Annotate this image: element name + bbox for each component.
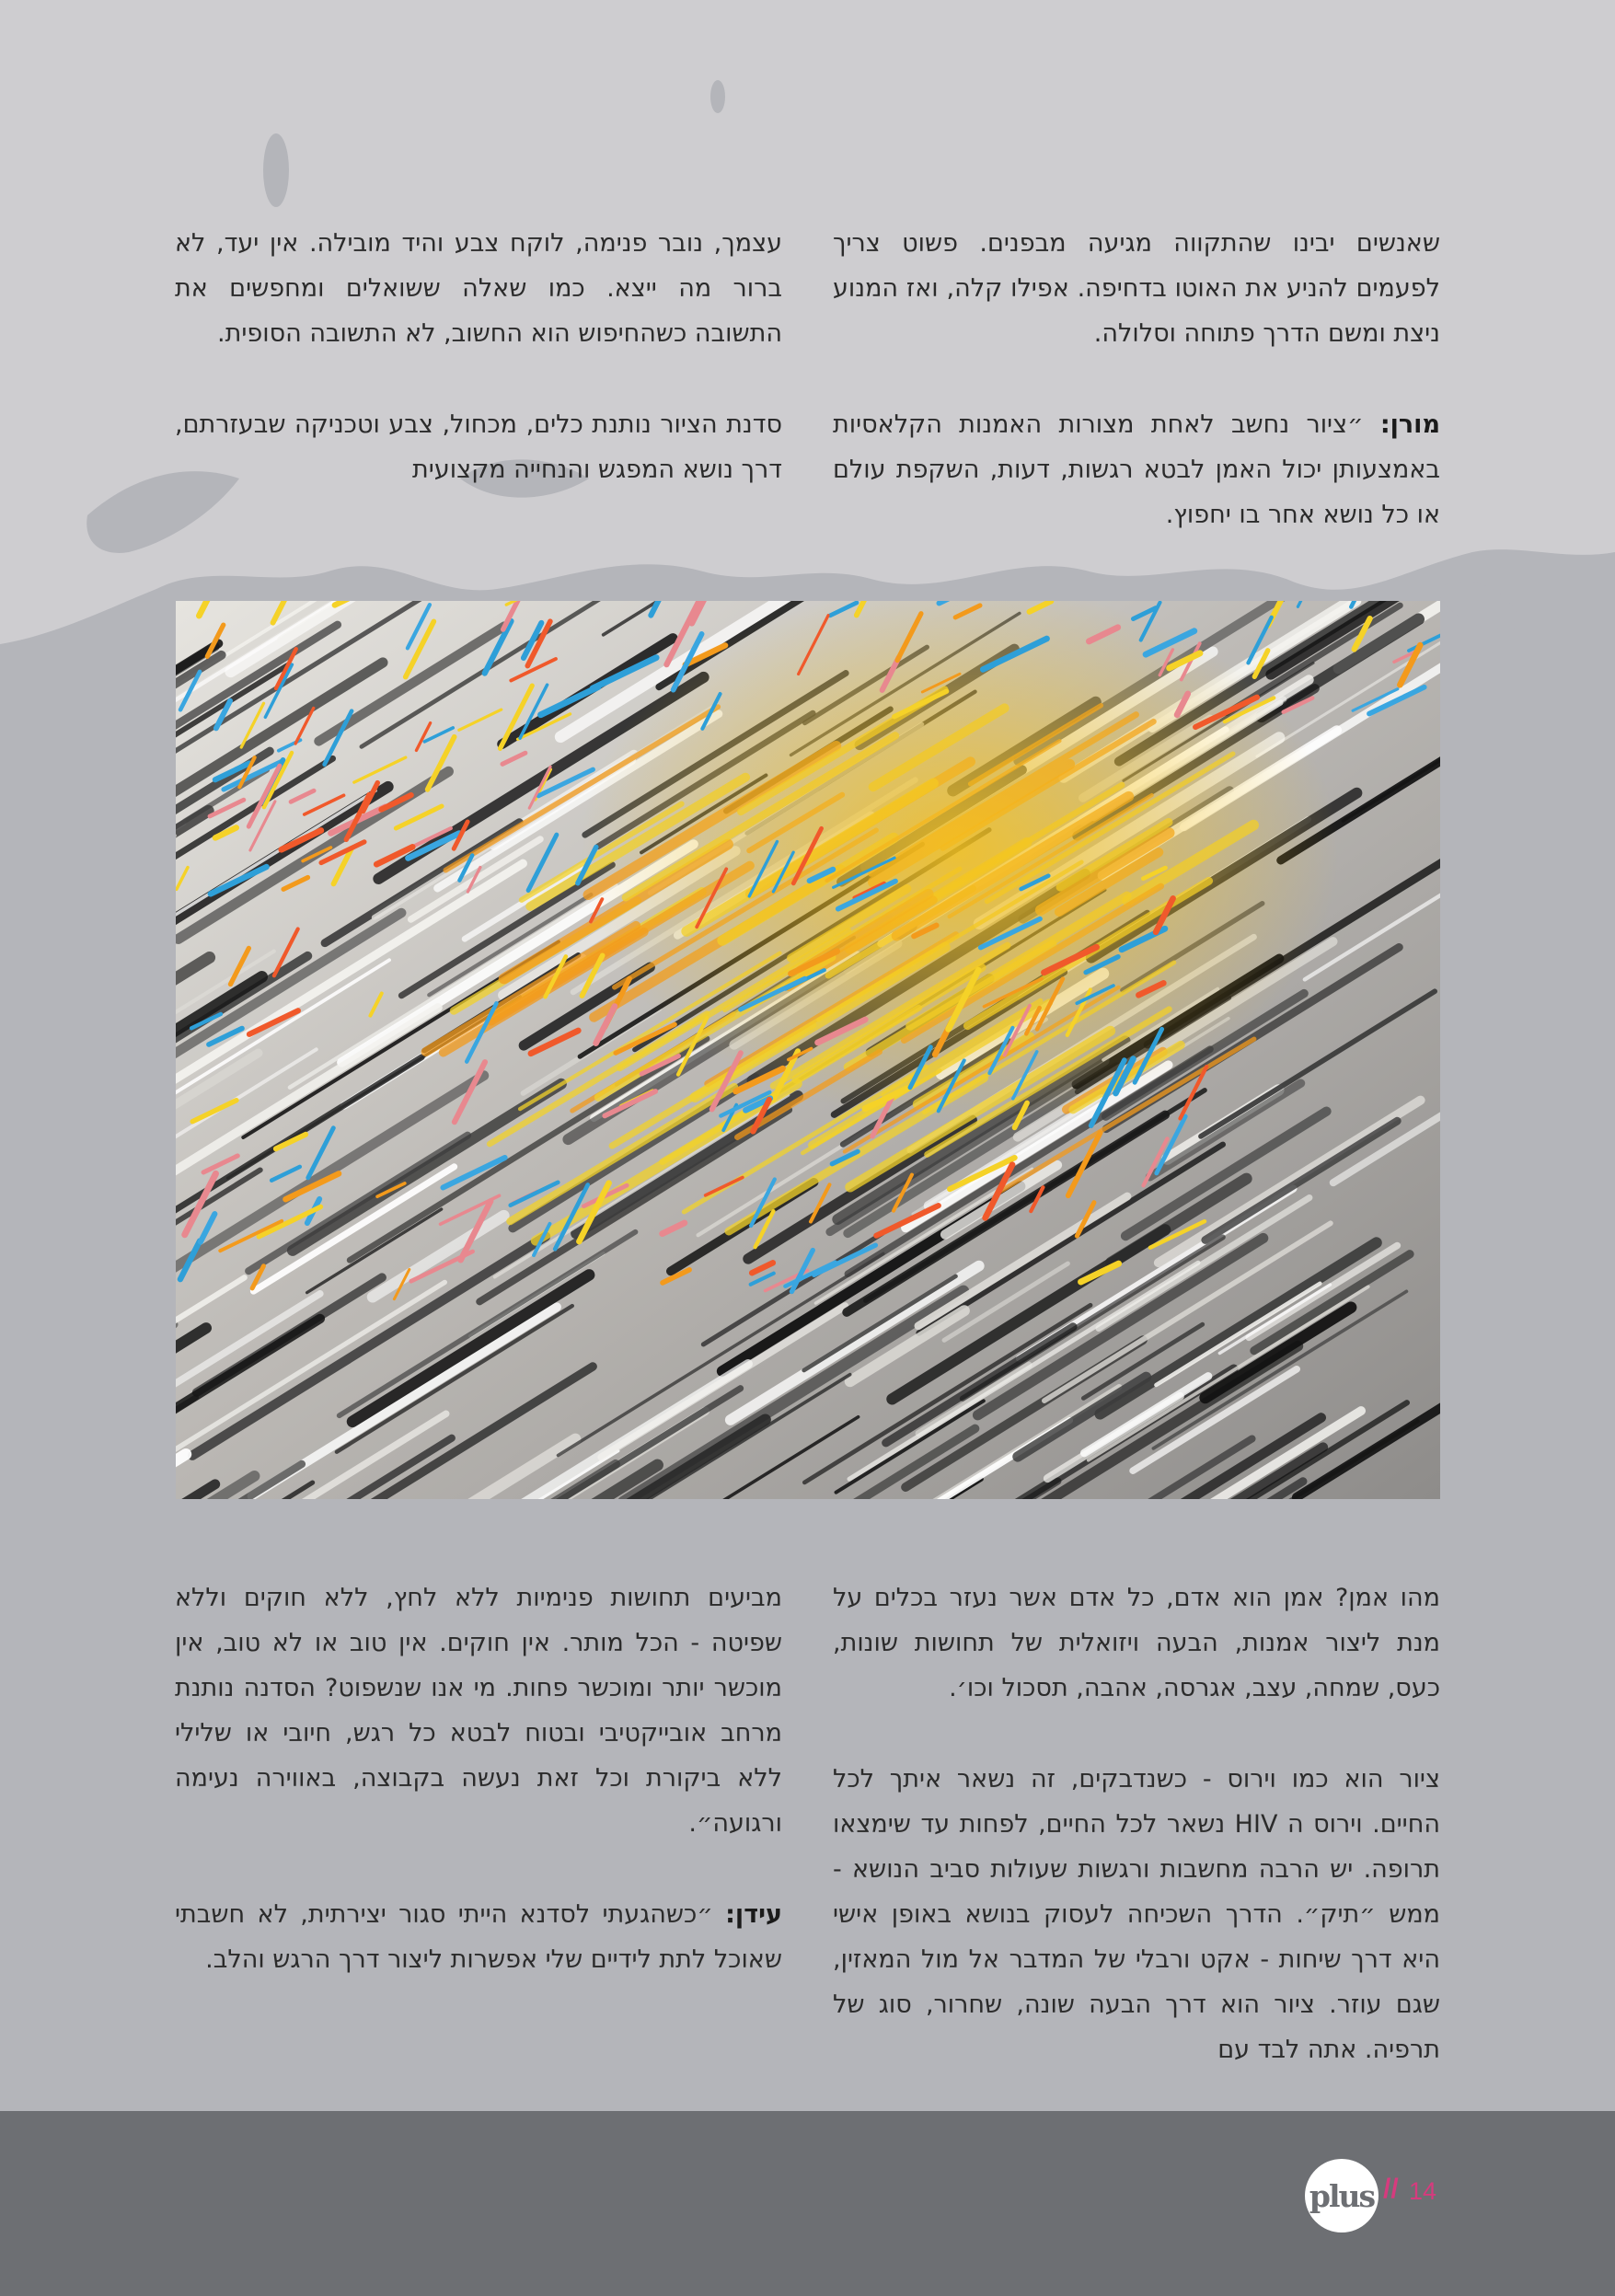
separator-mark: // xyxy=(1383,2174,1399,2204)
speaker-name: מורן: xyxy=(1379,410,1440,439)
paragraph: סדנת הציור נותנת כלים, מכחול, צבע וטכניקה שבעזרתם, דרך נושא המפגש והנחייה מקצועית xyxy=(175,410,782,484)
quote-text: ״כשהגעתי לסדנא הייתי סגור יצירתית, לא חשבתי שאוכל לתת לידיים שלי אפשרות ליצור דרך הרגש והלב. xyxy=(175,1900,782,1974)
paragraph: מהו אמן? אמן הוא אדם, כל אדם אשר נעזר בכלים על מנת ליצור אמנות, הבעה ויזואלית של תחושות שונות, כעס, שמחה, עצב, אגרסה, אהבה, תסכול וכו׳. xyxy=(833,1584,1440,1702)
speaker-name: עידן: xyxy=(725,1900,782,1929)
paragraph xyxy=(175,1892,782,1982)
column-bottom-right xyxy=(833,1575,1440,2072)
magazine-logo: plus xyxy=(1305,2159,1379,2233)
column-top-left xyxy=(175,221,782,492)
quote-text: ״ציור נחשב לאחת מצורות האמנות הקלאסיות באמצעותן יכול האמן לבטא רגשות, דעות, השקפת עולם או כל נושא אחר בו יחפוץ. xyxy=(833,410,1440,529)
page-number: 14 xyxy=(1409,2177,1437,2205)
abstract-painting xyxy=(176,601,1440,1499)
paragraph xyxy=(833,402,1440,537)
column-top-right xyxy=(833,221,1440,537)
column-bottom-left xyxy=(175,1575,782,1982)
paragraph: מביעים תחושות פנימיות ללא לחץ, ללא חוקים וללא שפיטה - הכל מותר. אין חוקים. אין טוב או לא טוב, אין מוכשר יותר ומוכשר פחות. מי אנו שנשפוט? הסדנה נותנת מרחב אובייקטיבי ובטוח לבטא כל רגש, חיובי או שלילי ללא ביקורת וכל זאת נעשה בקבוצה, באווירה נעימה ורגועה״. xyxy=(175,1584,782,1838)
paragraph: עצמך, נובר פנימה, לוקח צבע והיד מובילה. אין יעד, לא ברור מה ייצא. כמו שאלה ששואלים ומחפשים את התשובה כשהחיפוש הוא החשוב, לא התשובה הסופית. xyxy=(175,229,782,348)
paragraph: שאנשים יבינו שהתקווה מגיעה מבפנים. פשוט צריך לפעמים להניע את האוטו בדחיפה. אפילו קלה, ואז המנוע ניצת ומשם הדרך פתוחה וסלולה. xyxy=(833,229,1440,348)
paragraph: ציור הוא כמו וירוס - כשנדבקים, זה נשאר איתך לכל החיים. וירוס ה HIV נשאר לכל החיים, לפחות עד שימצאו תרופה. יש הרבה מחשבות ורגשות שעולות סביב הנושא - ממש ״תיק״. הדרך השכיחה לעסוק בנושא באופן אישי היא דרך שיחות - אקט ורבלי של המדבר אל מול המאזין, שגם עוזר. ציור הוא דרך הבעה שונה, שחרור, סוג של תרפיה. אתה לבד עם xyxy=(833,1765,1440,2064)
